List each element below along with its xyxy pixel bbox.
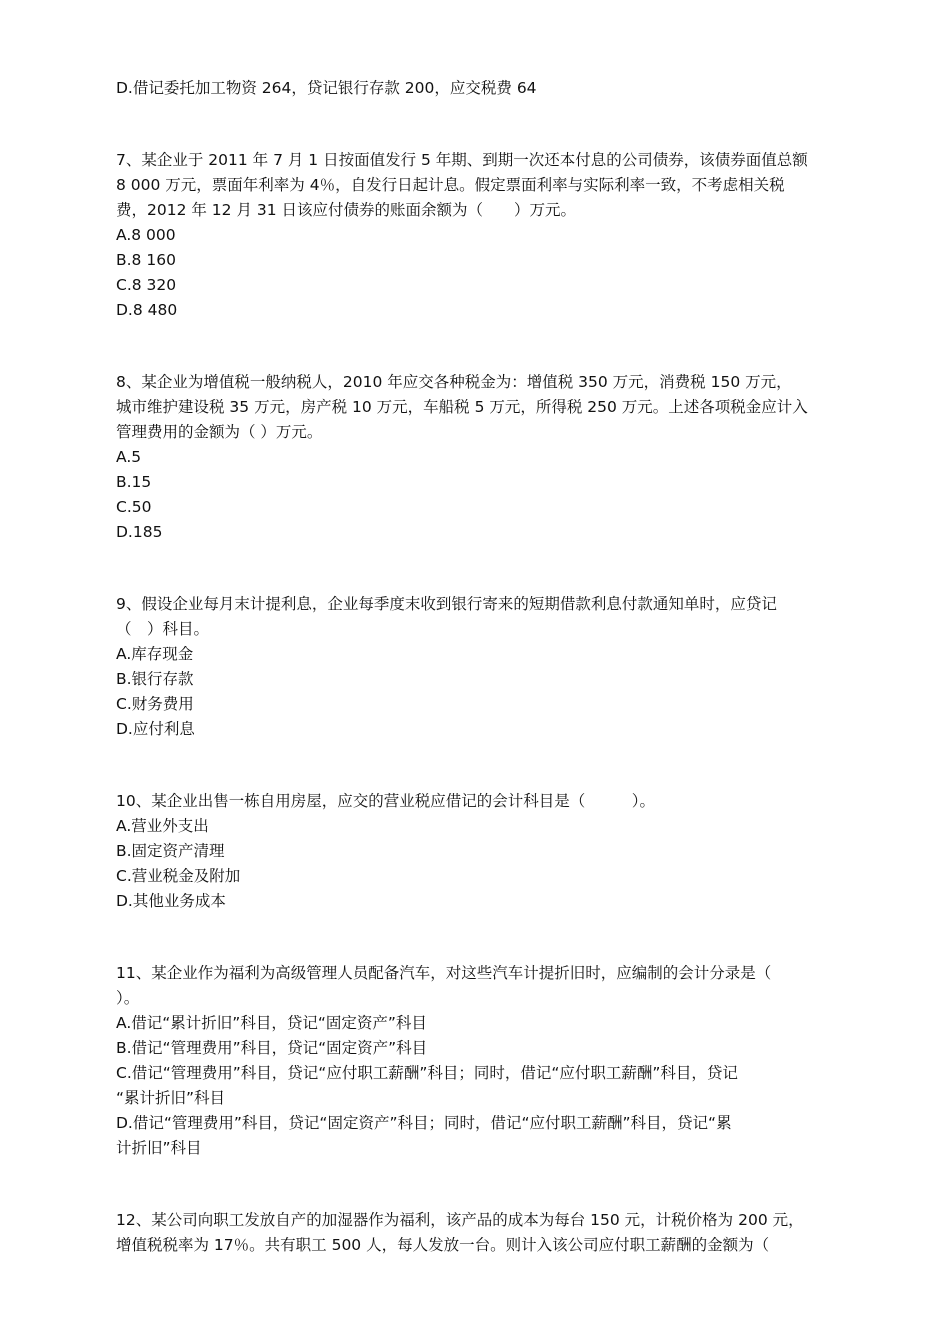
q7-option-c: C.8 320 bbox=[116, 276, 177, 294]
q11-option-d-line-1: D.借记“管理费用”科目，贷记“固定资产”科目；同时，借记“应付职工薪酬”科目，贷记“累 bbox=[116, 1114, 732, 1132]
q11-option-b: B.借记“管理费用”科目，贷记“固定资产”科目 bbox=[116, 1039, 428, 1057]
q10-option-c: C.营业税金及附加 bbox=[116, 867, 241, 885]
q12-stem-line-2: 增值税税率为 17％。共有职工 500 人，每人发放一台。则计入该公司应付职工薪酬的金额为（ bbox=[116, 1236, 770, 1254]
q11-option-c-line-1: C.借记“管理费用”科目，贷记“应付职工薪酬”科目；同时，借记“应付职工薪酬”科目，贷记 bbox=[116, 1064, 738, 1082]
q7-option-b: B.8 160 bbox=[116, 251, 176, 269]
q9-option-a: A.库存现金 bbox=[116, 645, 194, 663]
q9-stem-line-1: 9、假设企业每月末计提利息，企业每季度末收到银行寄来的短期借款利息付款通知单时，应贷记 bbox=[116, 595, 777, 613]
q7-stem-line-3: 费，2012 年 12 月 31 日该应付债券的账面余额为（ ）万元。 bbox=[116, 201, 577, 219]
q8-option-b: B.15 bbox=[116, 473, 152, 491]
q7-stem-line-1: 7、某企业于 2011 年 7 月 1 日按面值发行 5 年期、到期一次还本付息的公司债券，该债券面值总额 bbox=[116, 151, 808, 169]
q8-stem-line-3: 管理费用的金额为（ ）万元。 bbox=[116, 423, 323, 441]
q9-option-c: C.财务费用 bbox=[116, 695, 194, 713]
q12-stem-line-1: 12、某公司向职工发放自产的加湿器作为福利，该产品的成本为每台 150 元，计税价格为 200 元， bbox=[116, 1211, 804, 1229]
q9-option-b: B.银行存款 bbox=[116, 670, 194, 688]
q8-option-c: C.50 bbox=[116, 498, 152, 516]
q8-stem-line-1: 8、某企业为增值税一般纳税人，2010 年应交各种税金为：增值税 350 万元，消费税 150 万元， bbox=[116, 373, 792, 391]
q8-option-a: A.5 bbox=[116, 448, 142, 466]
q9-stem-line-2: （ ）科目。 bbox=[116, 620, 210, 638]
q11-option-c-line-2: “累计折旧”科目 bbox=[116, 1089, 226, 1107]
q7-option-a: A.8 000 bbox=[116, 226, 176, 244]
q6-option-d: D.借记委托加工物资 264，贷记银行存款 200，应交税费 64 bbox=[116, 79, 537, 97]
q7-option-d: D.8 480 bbox=[116, 301, 178, 319]
q10-option-b: B.固定资产清理 bbox=[116, 842, 225, 860]
q10-option-a: A.营业外支出 bbox=[116, 817, 209, 835]
q11-stem-line-1: 11、某企业作为福利为高级管理人员配备汽车，对这些汽车计提折旧时，应编制的会计分录是（ bbox=[116, 964, 772, 982]
q10-stem: 10、某企业出售一栋自用房屋，应交的营业税应借记的会计科目是（ ）。 bbox=[116, 792, 655, 810]
q8-stem-line-2: 城市维护建设税 35 万元，房产税 10 万元，车船税 5 万元，所得税 250 万元。上述各项税金应计入 bbox=[116, 398, 808, 416]
q8-option-d: D.185 bbox=[116, 523, 163, 541]
q11-stem-line-2: ）。 bbox=[116, 989, 140, 1007]
q9-option-d: D.应付利息 bbox=[116, 720, 195, 738]
q7-stem-line-2: 8 000 万元，票面年利率为 4％，自发行日起计息。假定票面利率与实际利率一致，不考虑相关税 bbox=[116, 176, 785, 194]
q10-option-d: D.其他业务成本 bbox=[116, 892, 226, 910]
q11-option-d-line-2: 计折旧”科目 bbox=[116, 1139, 202, 1157]
q11-option-a: A.借记“累计折旧”科目，贷记“固定资产”科目 bbox=[116, 1014, 427, 1032]
